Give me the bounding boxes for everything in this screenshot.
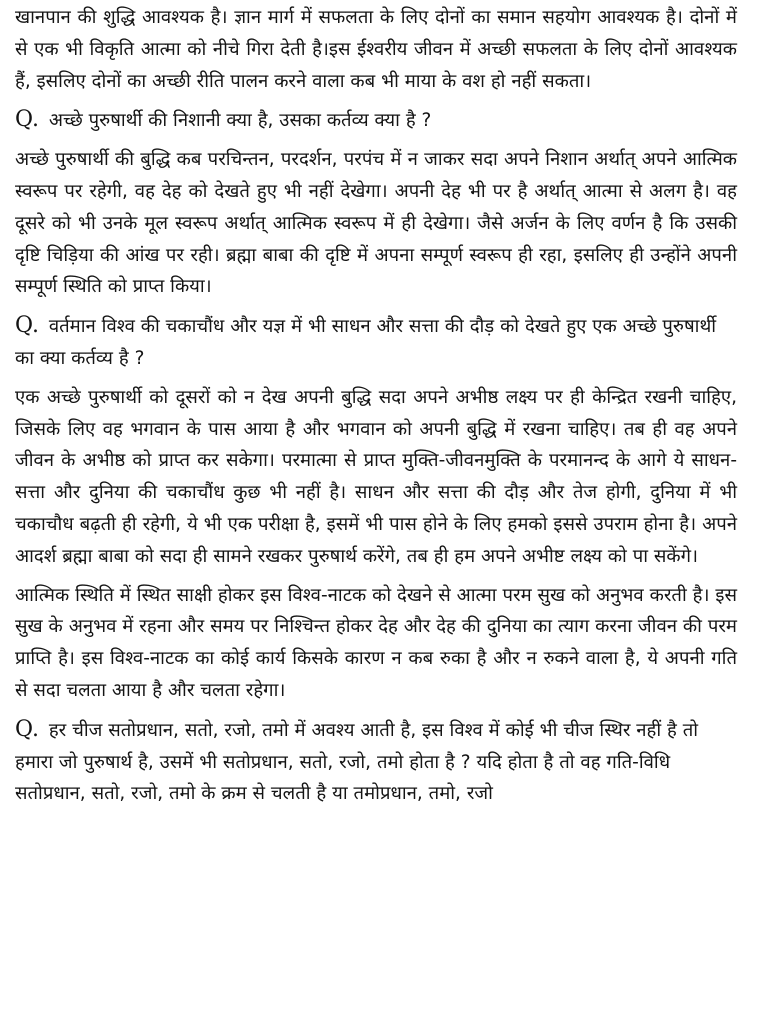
- paragraph-3: [15, 382, 737, 573]
- question-3-text: हर चीज सतोप्रधान, सतो, रजो, तमो में अवश्य आती है, इस विश्व में कोई भी चीज स्थिर नहीं है तो हमारा जो पुरुषार्थ है, उसमें भी सतोप्रधान, सतो, रजो, तमो होता है ? यदि होता है तो वह गति-विधि सतोप्रधान, सतो, रजो, तमो के क्रम से चलती है या तमोप्रधान, तमो, रजो: [15, 719, 699, 805]
- paragraph-4: [15, 580, 737, 707]
- paragraph-2: [15, 144, 737, 303]
- paragraph-1: [15, 2, 737, 97]
- paragraph-1-text: खानपान की शुद्धि आवश्यक है। ज्ञान मार्ग में सफलता के लिए दोनों का समान सहयोग आवश्यक है। दोनों में से एक भी विकृति आत्मा को नीचे गिरा देती है।इस ईश्वरीय जीवन में अच्छी सफलता के लिए दोनों आवश्यक हैं, इसलिए दोनों का अच्छी रीति पालन करने वाला कब भी माया के वश हो नहीं सकता।: [15, 7, 737, 92]
- paragraph-4-text: आत्मिक स्थिति में स्थित साक्षी होकर इस विश्व-नाटक को देखने से आत्मा परम सुख को अनुभव करती है। इस सुख के अनुभव में रहना और समय पर निश्चिन्त होकर देह और देह की दुनिया का त्याग करना जीवन की परम प्राप्ति है। इस विश्व-नाटक का कोई कार्य किसके कारण न कब रुका है और न रुकने वाला है, ये अपनी गति से सदा चलता आया है और चलता रहेगा।: [15, 584, 737, 701]
- question-1-text: अच्छे पुरुषार्थी की निशानी क्या है, उसका कर्तव्य क्या है ?: [48, 110, 432, 132]
- question-1-label: Q.: [15, 107, 39, 133]
- paragraph-2-text: अच्छे पुरुषार्थी की बुद्धि कब परचिन्तन, परदर्शन, परपंच में न जाकर सदा अपने निशान अर्थात् अपने आत्मिक स्वरूप पर रहेगी, वह देह को देखते हुए भी नहीं देखेगा। अपनी देह भी पर है अर्थात् आत्मा से अलग है। वह दूसरे को भी उनके मूल स्वरूप अर्थात् आत्मिक स्वरूप में ही देखेगा। जैसे अर्जन के लिए वर्णन है कि उसकी दृष्टि चिड़िया की आंख पर रही। ब्रह्मा बाबा की दृष्टि में अपना सम्पूर्ण स्वरूप ही रहा, इसलिए ही उन्होंने अपनी सम्पूर्ण स्थिति को प्राप्त किया।: [15, 149, 737, 298]
- question-3: [15, 714, 737, 810]
- question-1: [15, 104, 737, 137]
- question-2-text: वर्तमान विश्व की चकाचौंध और यज्ञ में भी साधन और सत्ता की दौड़ को देखते हुए एक अच्छे पुरुषार्थी का क्या कर्तव्य है ?: [15, 316, 717, 369]
- paragraph-3-text: एक अच्छे पुरुषार्थी को दूसरों को न देख अपनी बुद्धि सदा अपने अभीष्ठ लक्ष्य पर ही केन्द्रित रखनी चाहिए, जिसके लिए वह भगवान के पास आया है और भगवान को अपनी बुद्धि में रखना चाहिए। तब ही वह अपने जीवन के अभीष्ठ को प्राप्त कर सकेगा। परमात्मा से प्राप्त मुक्ति-जीवनमुक्ति के परमानन्द के आगे ये साधन-सत्ता और दुनिया की चकाचौंध कुछ भी नहीं है। साधन और सत्ता की दौड़ और तेज होगी, दुनिया में भी चकाचौध बढ़ती ही रहेगी, ये भी एक परीक्षा है, इसमें भी पास होने के लिए हमको इससे उपराम होना है। अपने आदर्श ब्रह्मा बाबा को सदा ही सामने रखकर पुरुषार्थ करेंगे, तब ही हम अपने अभीष्ट लक्ष्य को पा सकेंगे।: [15, 386, 737, 567]
- question-2: [15, 310, 737, 375]
- document-page: [15, 2, 737, 817]
- question-2-label: Q.: [15, 313, 39, 339]
- question-3-label: Q.: [15, 716, 39, 742]
